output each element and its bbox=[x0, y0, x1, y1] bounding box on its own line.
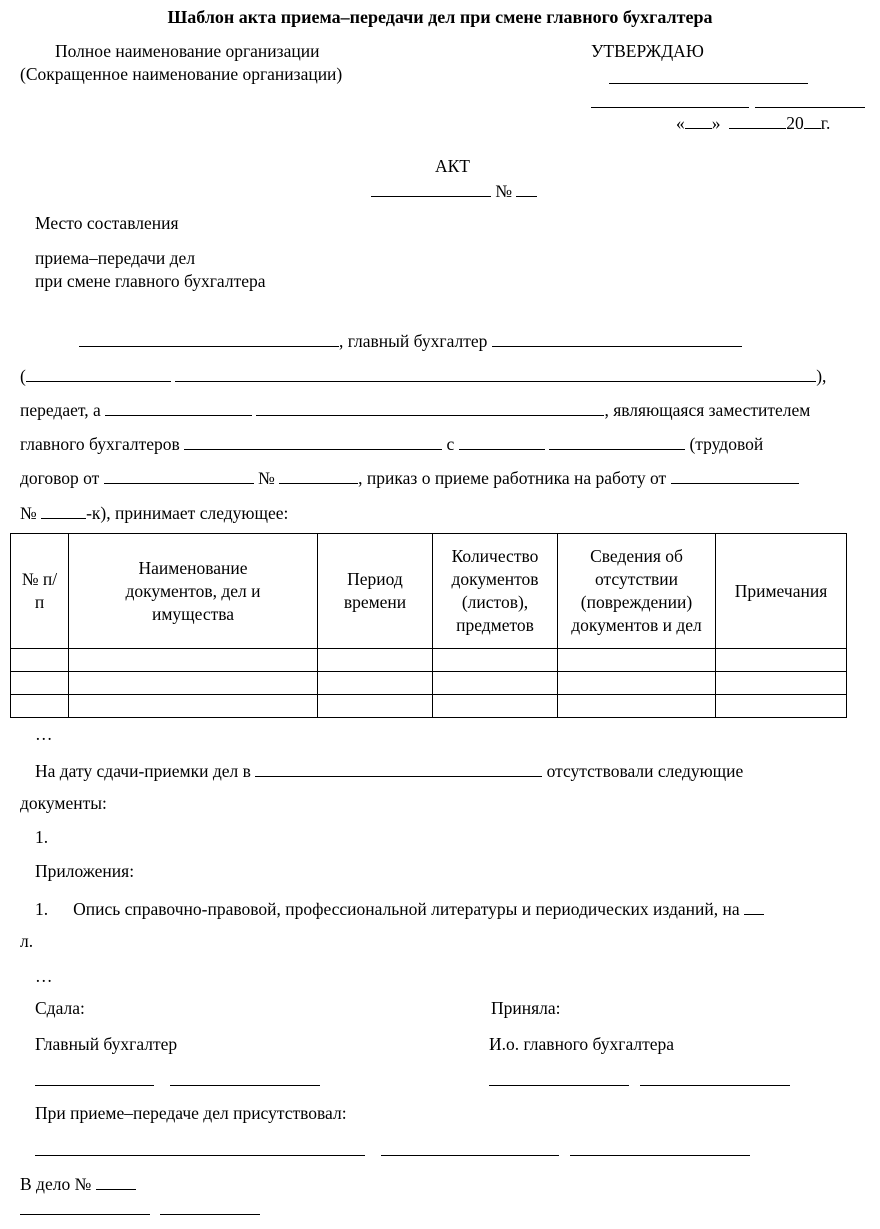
col-header-period: Период времени bbox=[318, 534, 433, 649]
col-header-quantity: Количество документов (листов), предметов bbox=[433, 534, 558, 649]
appendix-item: 1. Опись справочно-правовой, профессиональной литературы и периодических изданий, на bbox=[35, 899, 764, 919]
col-header-absence: Сведения об отсутствии (повреждении) документов и дел bbox=[558, 534, 716, 649]
present-label: При приеме–передаче дел присутствовал: bbox=[35, 1103, 347, 1123]
appendix-pages-unit: л. bbox=[20, 931, 34, 951]
handed-over-role: Главный бухгалтер bbox=[35, 1034, 178, 1054]
accepted-signature-line bbox=[489, 1070, 629, 1090]
organization-full-name: Полное наименование организации bbox=[55, 41, 320, 61]
table-row bbox=[11, 695, 847, 718]
accepted-role: И.о. главного бухгалтера bbox=[489, 1034, 675, 1054]
transfer-table bbox=[10, 533, 847, 718]
handed-over-label: Сдала: bbox=[35, 998, 85, 1018]
absent-docs-item: 1. bbox=[35, 827, 49, 847]
body-line-5: договор от № , приказ о приеме работника на работу от bbox=[20, 468, 799, 488]
body-line-3: передает, а , являющаяся заместителем bbox=[20, 400, 811, 420]
present-position-line bbox=[35, 1140, 365, 1160]
file-signature-line bbox=[20, 1199, 150, 1219]
subject-line-1: приема–передачи дел bbox=[35, 248, 196, 268]
approver-signature-line bbox=[591, 92, 749, 112]
table-row bbox=[11, 649, 847, 672]
body-line-4: главного бухгалтеров с (трудовой bbox=[20, 434, 764, 454]
document-title: Шаблон акта приема–передачи дел при смене главного бухгалтера bbox=[167, 7, 713, 27]
file-date-line bbox=[160, 1199, 260, 1219]
approver-name-line bbox=[755, 92, 865, 112]
present-signature-line bbox=[381, 1140, 559, 1160]
body-line-1: , главный бухгалтер bbox=[79, 331, 742, 351]
approval-date: « » 20 г. bbox=[676, 113, 831, 133]
absent-docs-continuation: документы: bbox=[20, 793, 107, 813]
organization-short-name: (Сокращенное наименование организации) bbox=[20, 64, 343, 84]
table-row bbox=[11, 672, 847, 695]
present-name-line bbox=[570, 1140, 750, 1160]
act-number-line: № bbox=[371, 181, 537, 201]
col-header-number: № п/ п bbox=[11, 534, 69, 649]
approve-heading: УТВЕРЖДАЮ bbox=[591, 41, 704, 61]
handed-over-signature-line bbox=[35, 1070, 154, 1090]
col-header-notes: Примечания bbox=[716, 534, 847, 649]
accepted-label: Приняла: bbox=[491, 998, 561, 1018]
body-line-2: ( ), bbox=[20, 366, 827, 386]
handed-over-name-line bbox=[170, 1070, 320, 1090]
ellipsis-2: … bbox=[35, 966, 53, 986]
appendix-label: Приложения: bbox=[35, 861, 135, 881]
ellipsis-1: … bbox=[35, 724, 53, 744]
subject-line-2: при смене главного бухгалтера bbox=[35, 271, 266, 291]
place-label: Место составления bbox=[35, 213, 179, 233]
accepted-name-line bbox=[640, 1070, 790, 1090]
file-number: В дело № bbox=[20, 1174, 136, 1194]
col-header-name: Наименование документов, дел и имущества bbox=[69, 534, 318, 649]
absent-docs-line: На дату сдачи-приемки дел в отсутствовали следующие bbox=[35, 761, 744, 781]
approver-position-line bbox=[609, 68, 808, 88]
body-line-6: № -к), принимает следующее: bbox=[20, 503, 289, 523]
act-heading: АКТ bbox=[435, 156, 470, 176]
